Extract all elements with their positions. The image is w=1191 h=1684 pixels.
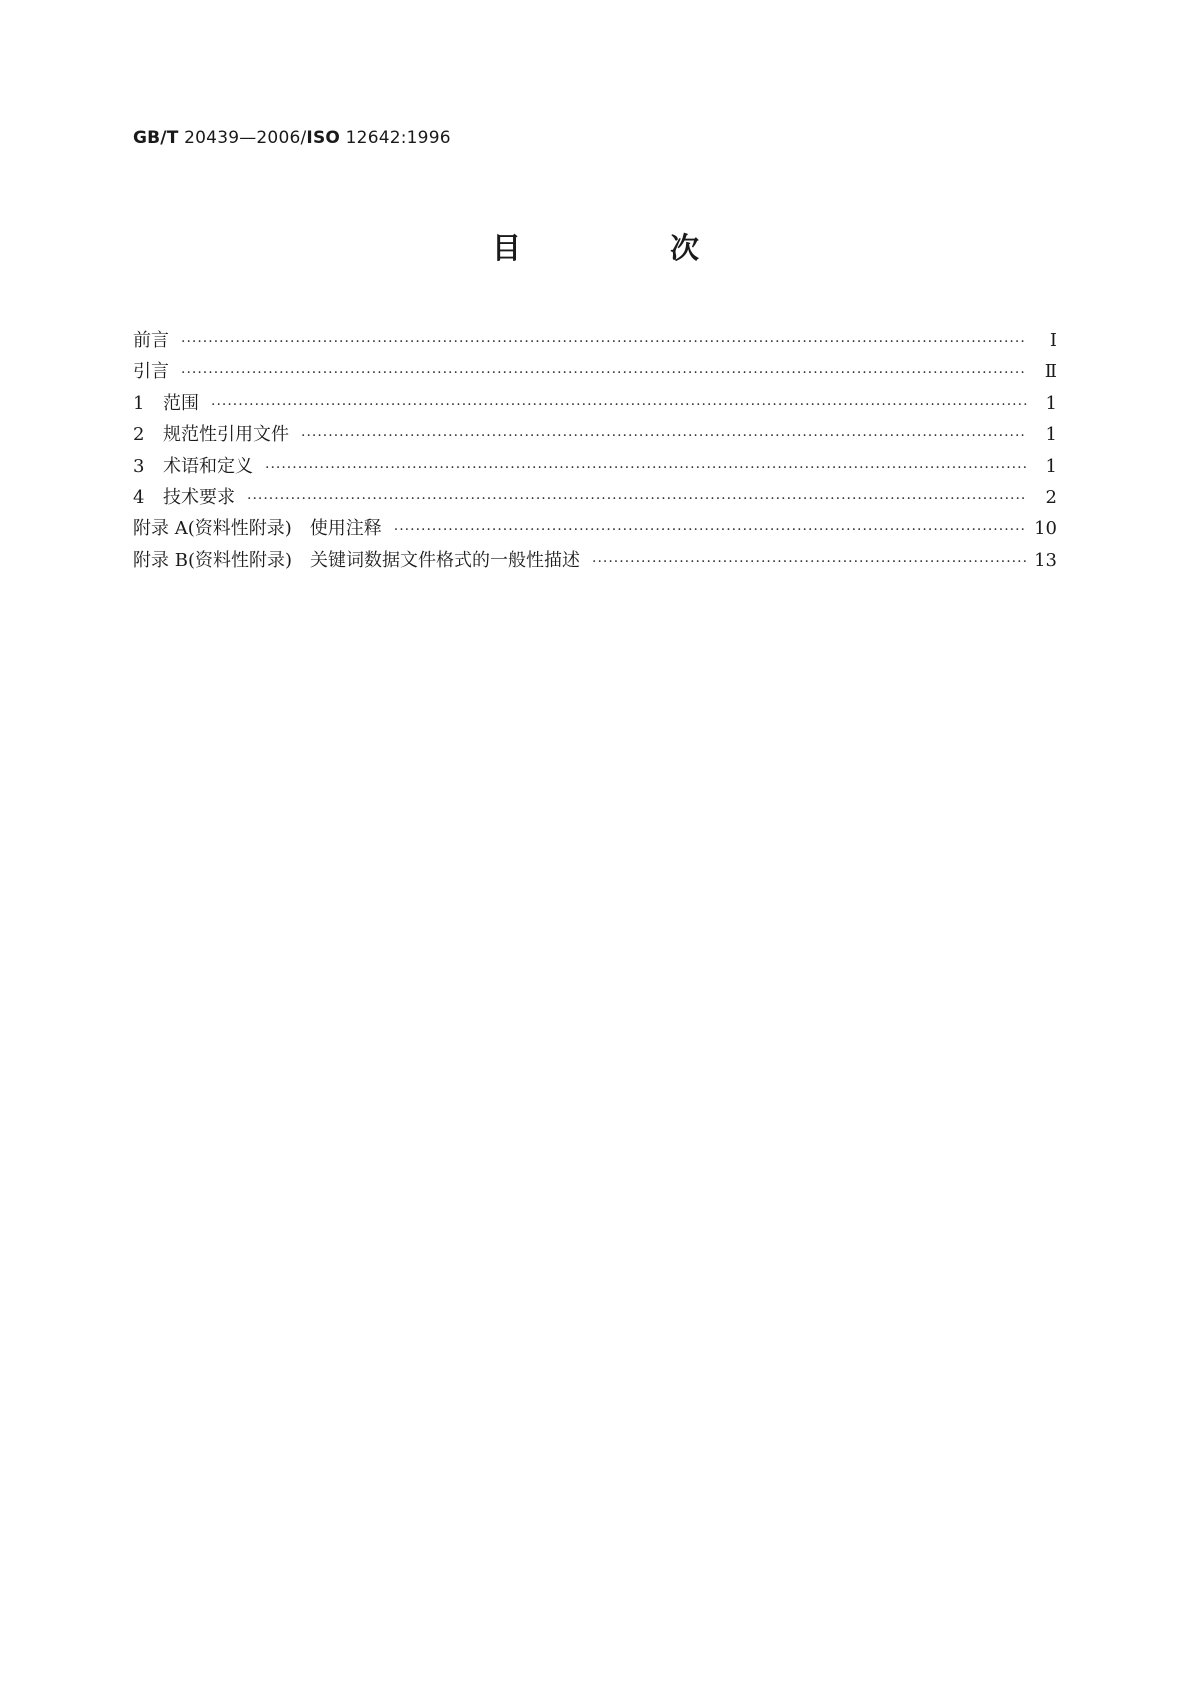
- toc-entry-label: 术语和定义: [163, 455, 253, 477]
- toc-entry-page: 13: [1034, 549, 1057, 571]
- iso-code: ISO: [306, 128, 341, 148]
- toc-entry-page: Ⅱ: [1044, 361, 1057, 383]
- toc-entry-label: 附录 A(资料性附录) 使用注释: [133, 518, 382, 540]
- toc-leader-dots: [394, 522, 1026, 538]
- toc-entry-technical-requirements[interactable]: [133, 483, 1057, 514]
- toc-entry-label: 规范性引用文件: [163, 424, 289, 446]
- toc-entry-terms-definitions[interactable]: [133, 452, 1057, 483]
- toc-entry-number: 4: [133, 486, 145, 508]
- toc-entry-page: Ⅰ: [1049, 330, 1057, 351]
- toc-entry-page: 10: [1034, 518, 1057, 540]
- toc-entry-label: 附录 B(资料性附录) 关键词数据文件格式的一般性描述: [133, 549, 580, 571]
- toc-entry-label: 范围: [163, 392, 199, 414]
- toc-leader-dots: [181, 365, 1027, 381]
- toc-entry-normative-references[interactable]: [133, 420, 1057, 451]
- toc-entry-label: 引言: [133, 361, 169, 383]
- toc-entry-page: 1: [1045, 424, 1057, 446]
- toc-entry-label: 前言: [133, 330, 169, 351]
- toc-leader-dots: [301, 428, 1027, 444]
- toc-entry-scope[interactable]: [133, 389, 1057, 420]
- toc-leader-dots: [247, 491, 1027, 507]
- toc-entry-annex-a[interactable]: [133, 514, 1057, 545]
- page-title: 目 次: [491, 231, 759, 265]
- standard-code: GB/T: [133, 128, 179, 148]
- standard-number: 20439—2006/: [184, 128, 307, 148]
- toc-entry-annex-b[interactable]: [133, 546, 1057, 577]
- document-header: [133, 128, 451, 148]
- table-of-contents: [133, 326, 1057, 577]
- toc-leader-dots: [592, 554, 1026, 570]
- toc-entry-number: 1: [133, 392, 145, 414]
- toc-leader-dots: [211, 397, 1027, 413]
- toc-entry-page: 2: [1045, 486, 1057, 508]
- toc-entry-number: 2: [133, 424, 145, 446]
- toc-leader-dots: [181, 334, 1027, 350]
- toc-entry-foreword[interactable]: [133, 326, 1057, 357]
- toc-entry-page: 1: [1045, 392, 1057, 414]
- toc-entry-page: 1: [1045, 455, 1057, 477]
- toc-entry-introduction[interactable]: [133, 357, 1057, 388]
- toc-entry-number: 3: [133, 455, 145, 477]
- toc-leader-dots: [265, 460, 1027, 476]
- toc-entry-label: 技术要求: [163, 486, 235, 508]
- iso-number: 12642:1996: [345, 128, 451, 148]
